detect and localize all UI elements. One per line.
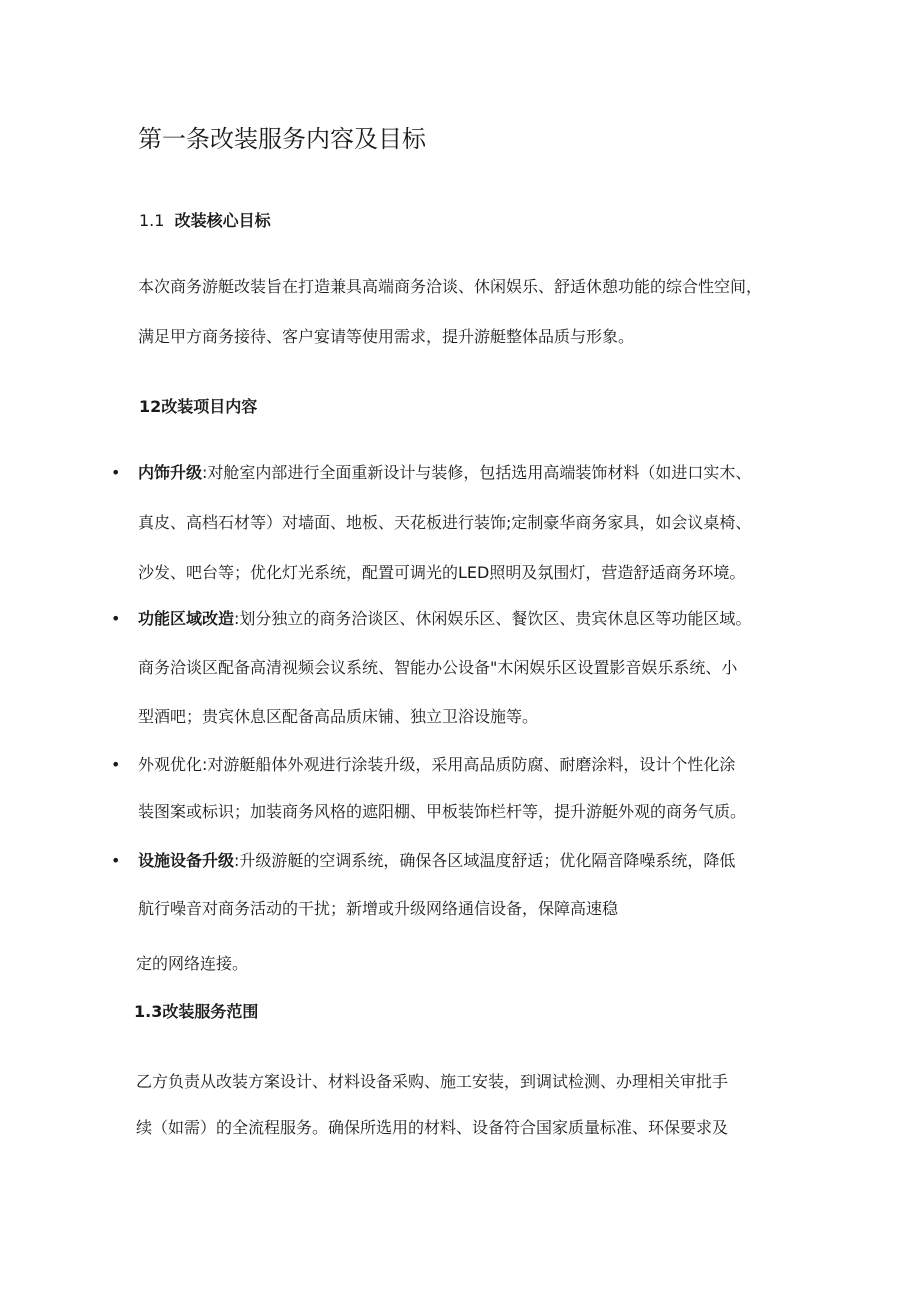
bullet-head: 内饰升级 xyxy=(138,463,203,482)
bullet-icon: • xyxy=(111,755,121,774)
bullet-icon: • xyxy=(111,609,121,628)
bullet-item xyxy=(138,607,751,631)
bullet-item xyxy=(138,461,751,485)
paragraph-line: 续（如需）的全流程服务。确保所选用的材料、设备符合国家质量标准、环保要求及 xyxy=(136,1118,729,1137)
continuation-line: 定的网络连接。 xyxy=(136,954,249,973)
section-number: 1.1 xyxy=(139,211,165,230)
bullet-text: :升级游艇的空调系统，确保各区域温度舒适；优化隔音降噪系统，降低 xyxy=(234,851,736,870)
bullet-item xyxy=(138,849,735,873)
bullet-line: 沙发、吧台等；优化灯光系统，配置可调光的LED照明及氛围灯，营造舒适商务环境。 xyxy=(138,563,746,582)
bullet-head: 设施设备升级 xyxy=(138,851,235,870)
section-heading-1-1 xyxy=(139,209,271,233)
bullet-line: 航行噪音对商务活动的干扰；新增或升级网络通信设备，保障高速稳 xyxy=(138,899,619,918)
section-label: 改装核心目标 xyxy=(174,211,271,230)
paragraph-line: 本次商务游艇改装旨在打造兼具高端商务洽谈、休闲娱乐、舒适休憩功能的综合性空间， xyxy=(138,277,763,296)
page-title: 第一条改装服务内容及目标 xyxy=(138,125,426,153)
bullet-line: 真皮、高档石材等）对墙面、地板、天花板进行装饰;定制豪华商务家具，如会议桌椅、 xyxy=(138,513,752,532)
bullet-text: :划分独立的商务洽谈区、休闲娱乐区、餐饮区、贵宾休息区等功能区域。 xyxy=(234,609,752,628)
section-heading-1-3: 1.3改装服务范围 xyxy=(134,1002,259,1021)
bullet-line: 商务洽谈区配备高清视频会议系统、智能办公设备"木闲娱乐区设置影音娱乐系统、小 xyxy=(138,658,738,677)
bullet-icon: • xyxy=(111,463,121,482)
bullet-text: :对舱室内部进行全面重新设计与装修，包括选用高端装饰材料（如进口实木、 xyxy=(202,463,752,482)
section-heading-1-2: 12改装项目内容 xyxy=(139,397,258,416)
bullet-line: 装图案或标识；加装商务风格的遮阳棚、甲板装饰栏杆等，提升游艇外观的商务气质。 xyxy=(138,802,747,821)
bullet-item xyxy=(138,753,735,777)
bullet-text: 外观优化:对游艇船体外观进行涂装升级，采用高品质防腐、耐磨涂料，设计个性化涂 xyxy=(138,755,736,774)
paragraph-line: 乙方负责从改装方案设计、材料设备采购、施工安装，到调试检测、办理相关审批手 xyxy=(136,1072,729,1091)
paragraph-line: 满足甲方商务接待、客户宴请等使用需求，提升游艇整体品质与形象。 xyxy=(138,327,635,346)
bullet-icon: • xyxy=(111,851,121,870)
bullet-line: 型酒吧；贵宾休息区配备高品质床铺、独立卫浴设施等。 xyxy=(138,707,539,726)
bullet-head: 功能区域改造 xyxy=(138,609,235,628)
